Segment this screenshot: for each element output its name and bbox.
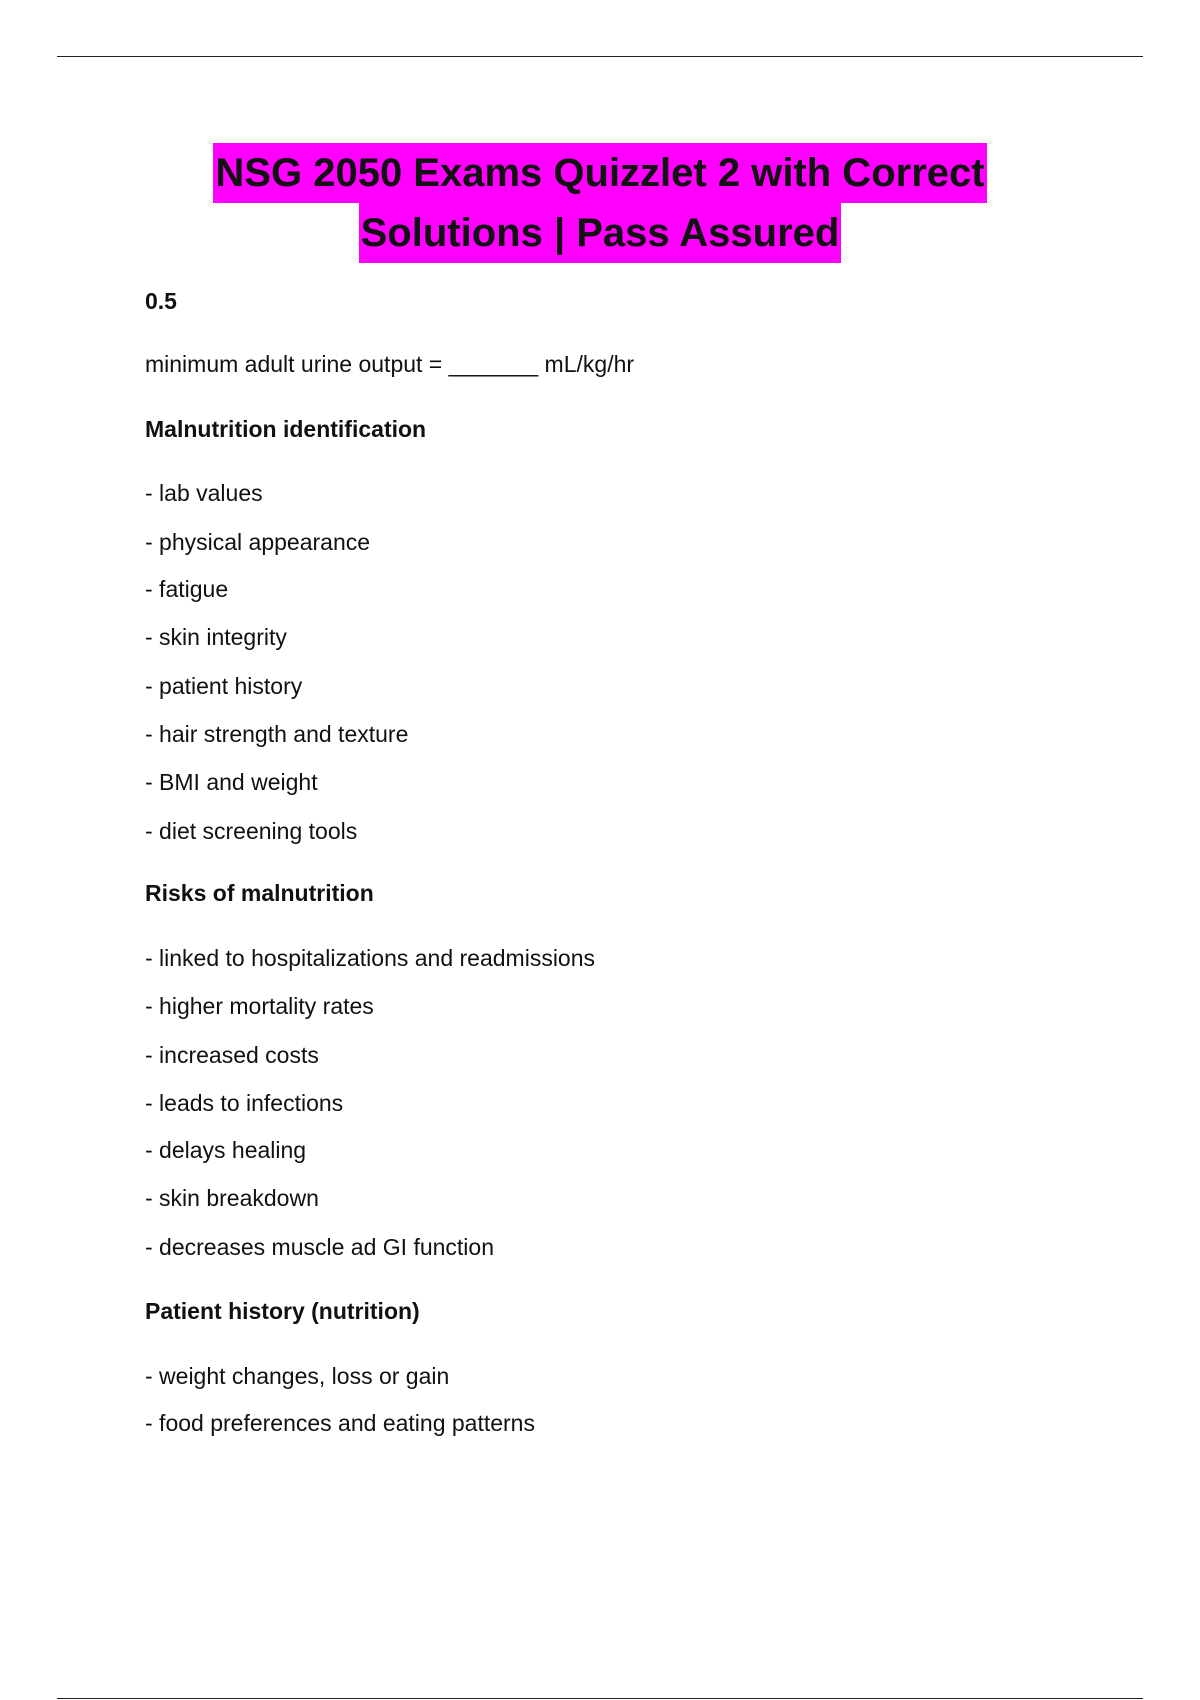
title-line-2: Solutions | Pass Assured — [359, 203, 842, 263]
list-item: - skin breakdown — [145, 1185, 319, 1211]
answer-text: 0.5 — [145, 288, 177, 314]
document-title — [0, 143, 1200, 263]
list-item: - BMI and weight — [145, 769, 318, 795]
list-item: - physical appearance — [145, 529, 371, 555]
question-text: minimum adult urine output = _______ mL/kg/hr — [145, 351, 635, 377]
list-item: - hair strength and texture — [145, 721, 409, 747]
section-heading-risks-of-malnutrition: Risks of malnutrition — [145, 880, 374, 906]
list-item: - delays healing — [145, 1137, 307, 1163]
list-item: - patient history — [145, 673, 303, 699]
list-item: - lab values — [145, 480, 263, 506]
list-item: - increased costs — [145, 1042, 319, 1068]
header-rule — [57, 56, 1143, 57]
list-item: - skin integrity — [145, 624, 287, 650]
section-heading-malnutrition-identification: Malnutrition identification — [145, 416, 427, 442]
list-item: - decreases muscle ad GI function — [145, 1234, 494, 1260]
list-item: - fatigue — [145, 576, 229, 602]
list-item: - food preferences and eating patterns — [145, 1410, 535, 1436]
list-item: - linked to hospitalizations and readmissions — [145, 945, 596, 971]
section-heading-patient-history: Patient history (nutrition) — [145, 1298, 420, 1324]
list-item: - higher mortality rates — [145, 993, 374, 1019]
list-item: - weight changes, loss or gain — [145, 1363, 450, 1389]
title-line-1: NSG 2050 Exams Quizzlet 2 with Correct — [213, 143, 986, 203]
list-item: - leads to infections — [145, 1090, 344, 1116]
footer-rule — [57, 1698, 1143, 1699]
list-item: - diet screening tools — [145, 818, 358, 844]
